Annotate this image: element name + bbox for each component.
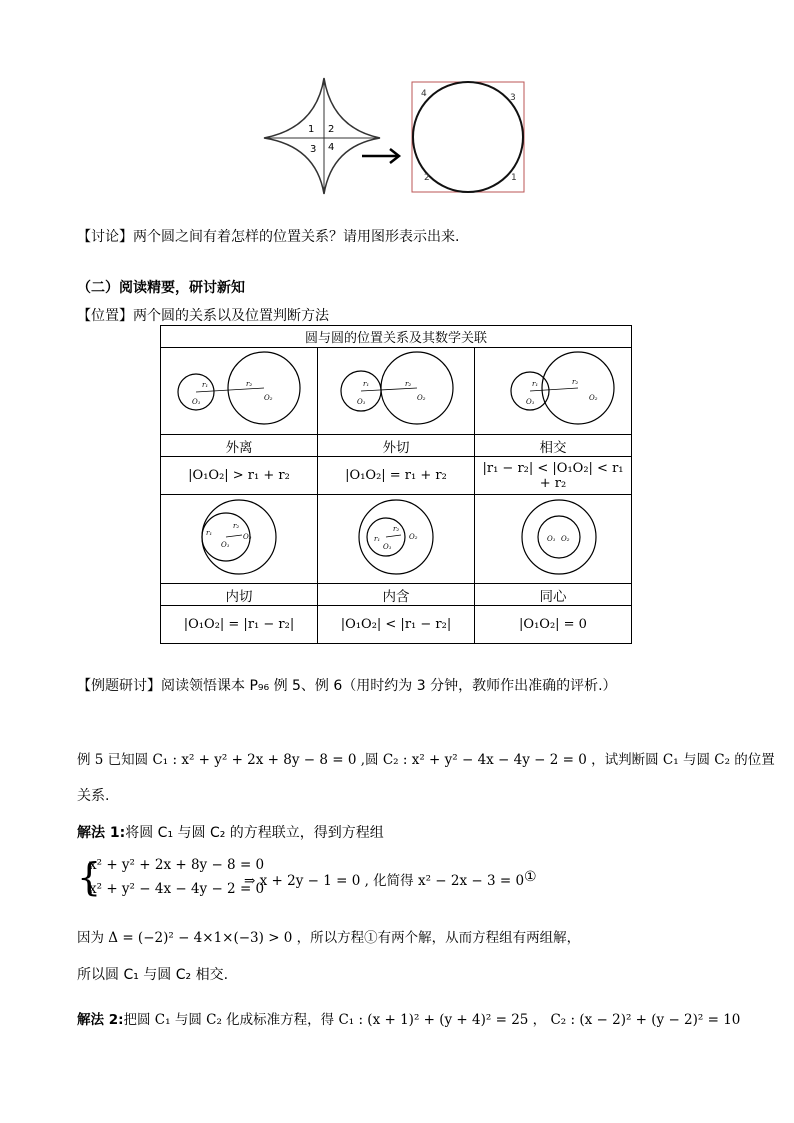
- formula-intersect: |r₁ − r₂| < |O₁O₂| < r₁ + r₂: [475, 457, 632, 495]
- label-r2: r₂: [405, 380, 412, 388]
- astroid-label-4: 4: [328, 142, 335, 153]
- square-label-2: 2: [424, 173, 430, 183]
- method1-intro: [77, 822, 384, 842]
- label-o2: O₂: [417, 394, 426, 402]
- circle-relationship-table: [160, 325, 632, 644]
- square-label-1: 1: [511, 173, 517, 183]
- label-concentric: 同心: [475, 584, 632, 606]
- method2-line: [77, 1008, 740, 1028]
- diagram-tangent-external: [318, 348, 475, 435]
- diagram-concentric: [475, 495, 632, 584]
- label-o1: O₁: [547, 535, 556, 543]
- label-r1: r₁: [206, 529, 213, 537]
- left-brace: {: [77, 855, 102, 899]
- label-tangent-external: 外切: [318, 435, 475, 457]
- example-discussion: 【例题研讨】阅读领悟课本 P₉₆ 例 5、例 6（用时约为 3 分钟，教师作出准确的评析.）: [77, 678, 617, 694]
- label-r2: r₂: [393, 525, 400, 533]
- label-r1: r₁: [532, 380, 539, 388]
- formula-tangent-external: |O₁O₂| = r₁ + r₂: [318, 457, 475, 495]
- arrow-right-icon: [362, 149, 399, 163]
- diagram-separate: [161, 348, 318, 435]
- method1-label: 解法 1:: [77, 825, 126, 841]
- label-separate: 外离: [161, 435, 318, 457]
- astroid-label-1: 1: [308, 124, 315, 135]
- label-o1: O₁: [357, 398, 366, 406]
- diagram-contained: [318, 495, 475, 584]
- square-label-3: 3: [510, 93, 516, 103]
- example5-line1: 例 5 已知圆 C₁ : x² + y² + 2x + 8y − 8 = 0 ,圆 C₂ : x² + y² − 4x − 4y − 2 = 0 ，试判断圆 C₁ 与圆 C₂ 的位置: [77, 752, 775, 768]
- label-r1: r₁: [374, 535, 381, 543]
- label-o2: O₂: [409, 533, 418, 541]
- label-r2: r₂: [233, 522, 240, 530]
- label-o2: O₂: [243, 533, 252, 541]
- formula-separate: |O₁O₂| > r₁ + r₂: [161, 457, 318, 495]
- method1-text: 将圆 C₁ 与圆 C₂ 的方程联立，得到方程组: [125, 825, 384, 841]
- delta-reasoning: 因为 Δ = (−2)² − 4×1×(−3) > 0 ，所以方程①有两个解，从而方程组有两组解，: [77, 930, 581, 946]
- square-label-4: 4: [421, 89, 427, 99]
- equation-1: x² + y² + 2x + 8y − 8 = 0: [89, 857, 265, 873]
- equation-2: x² + y² − 4x − 4y − 2 = 0: [89, 881, 265, 897]
- astroid-label-3: 3: [310, 144, 317, 155]
- label-r2: r₂: [572, 378, 579, 386]
- position-heading: 【位置】两个圆的关系以及位置判断方法: [77, 308, 329, 324]
- label-r1: r₁: [363, 380, 370, 388]
- section-heading: （二）阅读精要，研讨新知: [77, 280, 245, 296]
- label-o1: O₁: [221, 541, 230, 549]
- example5-line2: 关系.: [77, 788, 110, 804]
- label-o1: O₁: [192, 398, 201, 406]
- label-o2: O₂: [561, 535, 570, 543]
- formula-tangent-internal: |O₁O₂| = |r₁ − r₂|: [161, 606, 318, 644]
- diagram-intersect: [475, 348, 632, 435]
- discussion-prompt: 【讨论】两个圆之间有着怎样的位置关系？请用图形表示出来.: [77, 229, 460, 245]
- label-o2: O₂: [264, 394, 273, 402]
- table-title: 圆与圆的位置关系及其数学关联: [161, 326, 632, 348]
- label-tangent-internal: 内切: [161, 584, 318, 606]
- formula-concentric: |O₁O₂| = 0: [475, 606, 632, 644]
- label-contained: 内含: [318, 584, 475, 606]
- astroid-label-2: 2: [328, 124, 335, 135]
- astroid-shape: [264, 78, 380, 194]
- astroid-transformation-figure: [258, 76, 540, 196]
- method2-text: 把圆 C₁ 与圆 C₂ 化成标准方程，得 C₁ : (x + 1)² + (y + 4)² = 25 ， C₂ : (x − 2)² + (y − 2)² = 10: [123, 1012, 741, 1028]
- label-r2: r₂: [246, 380, 253, 388]
- label-o1: O₁: [526, 398, 535, 406]
- label-o1: O₁: [383, 543, 392, 551]
- label-o2: O₂: [589, 394, 598, 402]
- label-r1: r₁: [202, 381, 209, 389]
- diagram-tangent-internal: [161, 495, 318, 584]
- equation-result: ⇒ x + 2y − 1 = 0 , 化简得 x² − 2x − 3 = 0: [244, 873, 525, 889]
- method1-conclusion: 所以圆 C₁ 与圆 C₂ 相交.: [77, 967, 229, 983]
- label-intersect: 相交: [475, 435, 632, 457]
- formula-contained: |O₁O₂| < |r₁ − r₂|: [318, 606, 475, 644]
- method2-label: 解法 2:: [77, 1012, 124, 1028]
- equation-marker: ①: [524, 869, 537, 885]
